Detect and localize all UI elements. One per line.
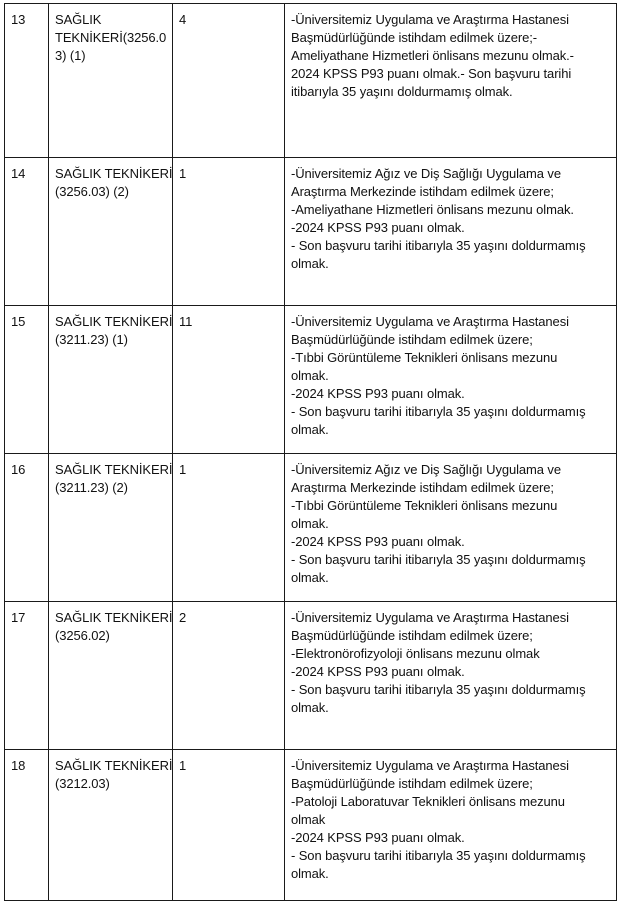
- requirement-line: olmak.: [291, 256, 329, 271]
- row-number-cell: 17: [5, 602, 49, 750]
- table-row: [5, 750, 617, 901]
- position-title-line: (3211.23) (1): [55, 332, 128, 347]
- table-row: [5, 602, 617, 750]
- requirement-line: -Üniversitemiz Uygulama ve Araştırma Hastanesi: [291, 314, 569, 329]
- position-title-line: 3) (1): [55, 48, 86, 63]
- position-title-line: SAĞLIK: [55, 12, 102, 27]
- requirement-line: olmak: [291, 812, 326, 827]
- quantity-cell: 2: [173, 602, 285, 750]
- requirements-cell: [285, 454, 617, 602]
- position-title-line: SAĞLIK TEKNİKERİ: [55, 462, 173, 477]
- quantity-cell: 1: [173, 454, 285, 602]
- position-title-line: SAĞLIK TEKNİKERİ: [55, 314, 173, 329]
- requirements-cell: [285, 158, 617, 306]
- requirement-line: -2024 KPSS P93 puanı olmak.: [291, 534, 465, 549]
- position-title-line: (3256.02): [55, 628, 110, 643]
- position-title-line: (3256.03) (2): [55, 184, 129, 199]
- requirement-line: Başmüdürlüğünde istihdam edilmek üzere;: [291, 332, 533, 347]
- requirements-cell: [285, 306, 617, 454]
- table-row: [5, 158, 617, 306]
- requirement-line: -Elektronörofizyoloji önlisans mezunu olmak: [291, 646, 540, 661]
- requirement-line: -2024 KPSS P93 puanı olmak.: [291, 220, 465, 235]
- requirements-cell: [285, 750, 617, 901]
- requirement-line: Ameliyathane Hizmetleri önlisans mezunu olmak.-: [291, 48, 574, 63]
- position-title-line: (3211.23) (2): [55, 480, 128, 495]
- requirement-line: -Tıbbi Görüntüleme Teknikleri önlisans mezunu: [291, 498, 558, 513]
- requirement-line: -Üniversitemiz Uygulama ve Araştırma Hastanesi: [291, 12, 569, 27]
- quantity-cell: 1: [173, 750, 285, 901]
- requirement-line: Araştırma Merkezinde istihdam edilmek üzere;: [291, 184, 554, 199]
- requirement-line: 2024 KPSS P93 puanı olmak.- Son başvuru tarihi: [291, 66, 572, 81]
- position-title-line: SAĞLIK TEKNİKERİ: [55, 166, 173, 181]
- table-row: [5, 306, 617, 454]
- requirements-cell: [285, 602, 617, 750]
- requirement-line: olmak.: [291, 866, 329, 881]
- requirement-line: - Son başvuru tarihi itibarıyla 35 yaşını doldurmamış: [291, 682, 586, 697]
- requirement-line: -Üniversitemiz Ağız ve Diş Sağlığı Uygulama ve: [291, 166, 561, 181]
- position-title-cell: [49, 306, 173, 454]
- requirement-line: -Üniversitemiz Uygulama ve Araştırma Hastanesi: [291, 758, 569, 773]
- requirement-line: - Son başvuru tarihi itibarıyla 35 yaşını doldurmamış: [291, 848, 586, 863]
- row-number-cell: 13: [5, 4, 49, 158]
- quantity-cell: 1: [173, 158, 285, 306]
- requirement-line: -Üniversitemiz Uygulama ve Araştırma Hastanesi: [291, 610, 569, 625]
- requirement-line: -2024 KPSS P93 puanı olmak.: [291, 386, 465, 401]
- position-title-cell: [49, 158, 173, 306]
- requirement-line: -Patoloji Laboratuvar Teknikleri önlisans mezunu: [291, 794, 565, 809]
- quantity-cell: 11: [173, 306, 285, 454]
- requirement-line: olmak.: [291, 700, 329, 715]
- position-title-line: TEKNİKERİ(3256.0: [55, 30, 167, 45]
- requirements-cell: [285, 4, 617, 158]
- requirement-line: olmak.: [291, 422, 329, 437]
- requirement-line: - Son başvuru tarihi itibarıyla 35 yaşını doldurmamış: [291, 552, 586, 567]
- requirement-line: - Son başvuru tarihi itibarıyla 35 yaşını doldurmamış: [291, 404, 586, 419]
- requirement-line: olmak.: [291, 570, 329, 585]
- requirement-line: Başmüdürlüğünde istihdam edilmek üzere;: [291, 776, 533, 791]
- row-number-cell: 15: [5, 306, 49, 454]
- requirement-line: itibarıyla 35 yaşını doldurmamış olmak.: [291, 84, 513, 99]
- row-number-cell: 16: [5, 454, 49, 602]
- position-title-cell: [49, 602, 173, 750]
- requirement-line: -Ameliyathane Hizmetleri önlisans mezunu olmak.: [291, 202, 574, 217]
- requirement-line: - Son başvuru tarihi itibarıyla 35 yaşını doldurmamış: [291, 238, 586, 253]
- requirement-line: -Tıbbi Görüntüleme Teknikleri önlisans mezunu: [291, 350, 558, 365]
- positions-table-body: [5, 4, 617, 901]
- requirement-line: -2024 KPSS P93 puanı olmak.: [291, 830, 465, 845]
- position-title-line: SAĞLIK TEKNİKERİ: [55, 758, 173, 773]
- requirement-line: -2024 KPSS P93 puanı olmak.: [291, 664, 465, 679]
- position-title-line: (3212.03): [55, 776, 110, 791]
- row-number-cell: 14: [5, 158, 49, 306]
- requirement-line: -Üniversitemiz Ağız ve Diş Sağlığı Uygulama ve: [291, 462, 561, 477]
- requirement-line: Araştırma Merkezinde istihdam edilmek üzere;: [291, 480, 554, 495]
- position-title-cell: [49, 4, 173, 158]
- table-row: [5, 454, 617, 602]
- requirement-line: Başmüdürlüğünde istihdam edilmek üzere;-: [291, 30, 538, 45]
- position-title-line: SAĞLIK TEKNİKERİ: [55, 610, 173, 625]
- table-row: [5, 4, 617, 158]
- requirement-line: olmak.: [291, 368, 329, 383]
- positions-table: [4, 3, 617, 901]
- row-number-cell: 18: [5, 750, 49, 901]
- quantity-cell: 4: [173, 4, 285, 158]
- requirement-line: Başmüdürlüğünde istihdam edilmek üzere;: [291, 628, 533, 643]
- requirement-line: olmak.: [291, 516, 329, 531]
- position-title-cell: [49, 750, 173, 901]
- position-title-cell: [49, 454, 173, 602]
